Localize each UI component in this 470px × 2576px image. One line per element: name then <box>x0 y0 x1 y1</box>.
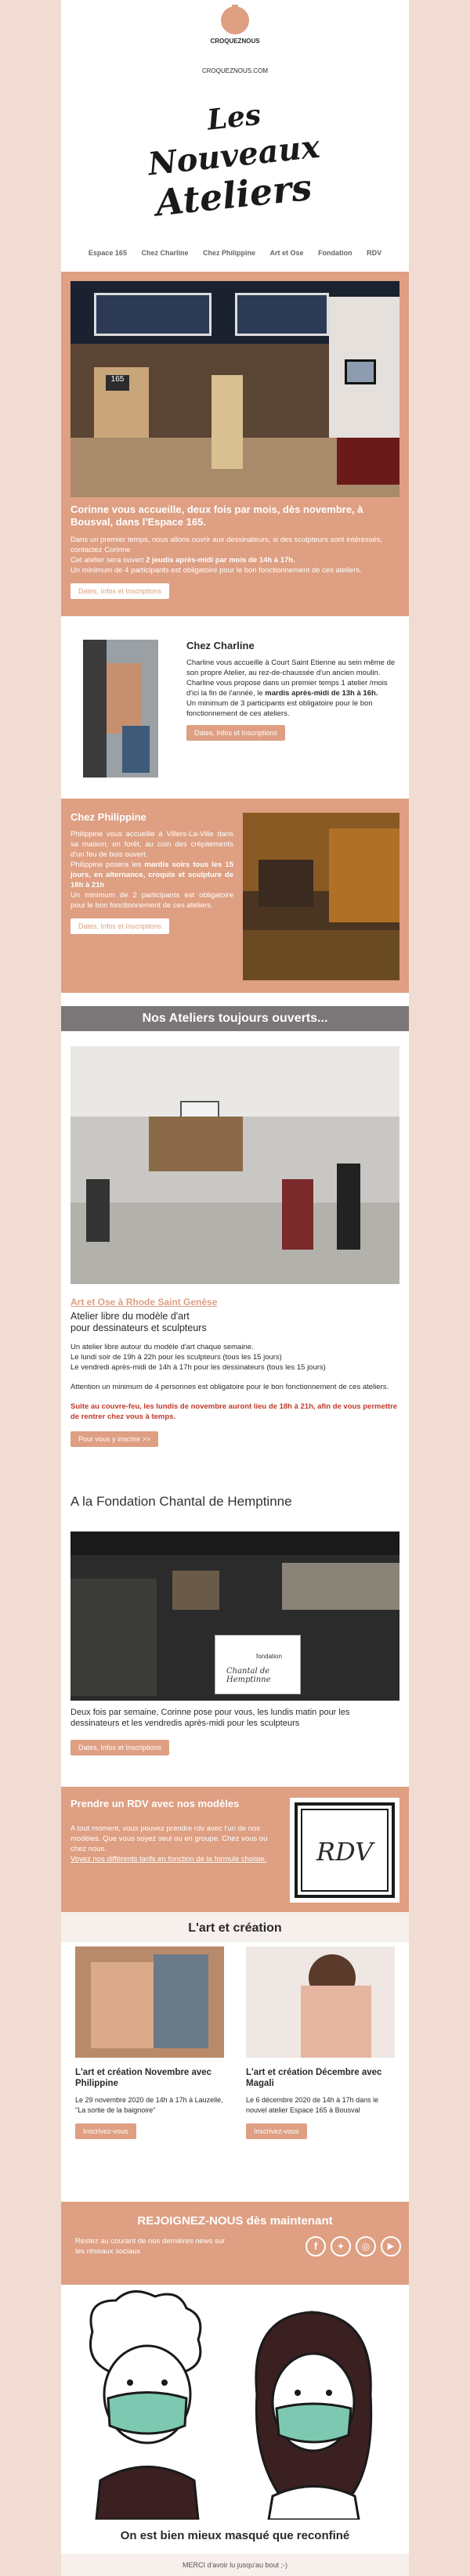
philippine-photo <box>243 813 400 980</box>
artose-p4: Attention un minimum de 4 personnes est obligatoire pour le bon fonctionnement de ces ateliers. <box>70 1383 389 1391</box>
headline-art <box>61 94 409 227</box>
nav-fondation[interactable]: Fondation <box>318 249 352 257</box>
artose-p1: Un atelier libre autour du modèle d'art chaque semaine. <box>70 1343 254 1351</box>
nav-philippine[interactable]: Chez Philippine <box>203 249 256 257</box>
footer <box>61 2523 409 2576</box>
philippine-p1: Philippine vous accueille à Villers-La-Ville dans sa maison, en forêt, au coin des crépitements d'un feu de bois ouvert. <box>70 830 233 859</box>
masked-faces-illustration <box>61 2285 409 2520</box>
charline-button[interactable]: Dates, Infos et Inscriptions <box>186 725 285 741</box>
philippine-section: Chez Philippine Philippine vous accueille à Villers-La-Ville dans sa maison, en forêt, au coin des crépitements d'un feu de bois ouvert. Philippine posera les mardis soirs tous les 15 jours, en alternance, croquis et sculpture de 18h à 21h Un minimum de 2 participants est obligatoire pour le bon fonctionnement de ces ateliers. Dates, Infos et Inscriptions <box>61 799 409 993</box>
charline-section: Chez Charline Charline vous accueille à Court Saint Etienne au sein même de son propre Atelier, au rez-de-chaussée d'un ancien moulin. Charline vous propose dans un premier temps 1 atelier /mois d'ici la fin de l'année, le mardis après-midi de 13h à 16h. Un minimum de 3 participants est obligatoire pour le bon fonctionnement de ces ateliers. Dates, Infos et Inscriptions <box>61 632 409 788</box>
nav-charline[interactable]: Chez Charline <box>141 249 189 257</box>
open-banner: Nos Ateliers toujours ouverts... <box>61 1006 409 1031</box>
card-2-button[interactable]: Inscrivez-vous <box>246 2123 307 2139</box>
espace165-p3: Un minimum de 4 participants est obligatoire pour le bon fonctionnement de ces ateliers. <box>70 566 362 575</box>
espace165-button[interactable]: Dates, Infos et Inscriptions <box>70 583 169 599</box>
masks-illustration <box>61 2285 409 2520</box>
artcreation-card-1 <box>75 1946 224 2139</box>
rdv-badge-text: RDV <box>301 1809 389 1892</box>
svg-text:Ateliers: Ateliers <box>154 165 314 225</box>
charline-title: Chez Charline <box>186 640 255 651</box>
rdv-badge <box>290 1798 400 1903</box>
nav-espace165[interactable]: Espace 165 <box>88 249 127 257</box>
footer-thanks: MERCI d'avoir lu jusqu'au bout ;-) <box>61 2554 409 2576</box>
artose-p3: Le vendredi après-midi de 14h à 17h pour les dessinateurs (tous les 15 jours) <box>70 1363 326 1372</box>
card-1-title: L'art et création Novembre avec Philippine <box>75 2068 212 2088</box>
les-nouveaux-ateliers-lettering <box>61 94 409 227</box>
espace165-title: Corinne vous accueille, deux fois par mois, dès novembre, à Bousval, dans l'Espace 165. <box>70 503 363 528</box>
card-2-text: Le 6 décembre 2020 de 14h à 17h dans le nouvel atelier Espace 165 à Bousval <box>246 2096 379 2114</box>
espace165-section: 165 Corinne vous accueille, deux fois par mois, dès novembre, à Bousval, dans l'Espace 165. Dans un premier temps, nous allons ouvrir aux dessinateurs, si des sculpteurs sont intéressés, contactez Corinne Cet atelier sera ouvert 2 jeudis après-midi par mois de 14h à 17h. Un minimum de 4 participants est obligatoire pour le bon fonctionnement de ces ateliers. Dates, Infos et Inscriptions <box>61 272 409 616</box>
fondation-title: A la Fondation Chantal de Hemptinne <box>70 1494 292 1509</box>
philippine-button[interactable]: Dates, Infos et Inscriptions <box>70 918 169 934</box>
artose-p2: Le lundi soir de 19h à 22h pour les sculpteurs (tous les 15 jours) <box>70 1353 282 1362</box>
card-2-title: L'art et création Décembre avec Magali <box>246 2068 382 2088</box>
artose-button[interactable]: Pour vous y inscrire >> <box>70 1431 158 1447</box>
fondation-photo <box>70 1532 400 1701</box>
artose-photo <box>70 1046 400 1284</box>
artose-link[interactable]: Art et Ose à Rhode Saint Genèse <box>70 1297 218 1308</box>
facebook-icon[interactable]: f <box>306 2236 326 2257</box>
youtube-icon[interactable]: ▶ <box>381 2236 401 2257</box>
join-text: Restez au courant de nos dernières news sur les réseaux sociaux <box>75 2237 226 2256</box>
espace165-photo: 165 <box>70 281 400 497</box>
social-icons <box>306 2236 401 2257</box>
top-nav <box>61 249 409 265</box>
artcreation-card-2 <box>246 1946 395 2139</box>
charline-p3: Un minimum de 3 participants est obligatoire pour le bon fonctionnement de ces ateliers. <box>186 699 373 718</box>
svg-text:Nouveaux: Nouveaux <box>146 128 322 183</box>
charline-p1: Charline vous accueille à Court Saint Etienne au sein même de son propre Atelier, au rez-de-chaussée d'un ancien moulin. <box>186 658 396 677</box>
artcreation-title: L'art et création <box>188 1921 282 1935</box>
philippine-p3: Un minimum de 2 participants est obligatoire pour le bon fonctionnement de ces ateliers. <box>70 891 233 910</box>
logo-text: CROQUEZNOUS <box>210 38 260 45</box>
fondation-section <box>61 1494 409 1788</box>
rdv-title: Prendre un RDV avec nos modèles <box>70 1798 240 1809</box>
site-link[interactable]: CROQUEZNOUS.COM <box>202 67 268 74</box>
rdv-p1: A tout moment, vous pouvez prendre rdv avec l'un de nos modèles. Que vous soyez seul ou en groupe. Chez vous ou chez nous. <box>70 1824 268 1853</box>
charline-photo <box>83 640 158 777</box>
card-2-photo <box>246 1946 395 2058</box>
join-section <box>61 2202 409 2285</box>
rdv-section <box>61 1787 409 1912</box>
card-1-photo <box>75 1946 224 2058</box>
artose-section <box>61 1041 409 1488</box>
nav-rdv[interactable]: RDV <box>367 249 382 257</box>
logo[interactable] <box>205 6 265 50</box>
instagram-icon[interactable]: ◎ <box>356 2236 376 2257</box>
newsletter <box>61 0 409 2576</box>
artose-subtitle: Atelier libre du modèle d'art pour dessinateurs et sculpteurs <box>70 1311 207 1333</box>
espace165-p1: Dans un premier temps, nous allons ouvrir aux dessinateurs, si des sculpteurs sont intéressés, contactez Corinne <box>70 536 383 554</box>
artose-warning: Suite au couvre-feu, les lundis de novembre auront lieu de 18h à 21h, afin de vous permettre de rentrer chez vous à temps. <box>70 1402 398 1421</box>
fondation-button[interactable]: Dates, Infos et Inscriptions <box>70 1740 169 1755</box>
join-title: REJOIGNEZ-NOUS dès maintenant <box>137 2214 333 2228</box>
fondation-sign: fondation Chantal de Hemptinne <box>215 1635 301 1694</box>
footer-headline: On est bien mieux masqué que reconfiné <box>120 2529 350 2542</box>
twitter-icon[interactable]: ✦ <box>331 2236 351 2257</box>
fondation-p1: Deux fois par semaine, Corinne pose pour vous, les lundis matin pour les dessinateurs et les vendredis après-midi pour les sculpteurs <box>70 1708 350 1728</box>
card-1-text: Le 29 novembre 2020 de 14h à 17h à Lauzelle, "La sortie de la baignoire" <box>75 2096 223 2114</box>
card-1-button[interactable]: Inscrivez-vous <box>75 2123 136 2139</box>
svg-text:Les: Les <box>205 98 262 137</box>
artcreation-section <box>61 1912 409 2198</box>
nav-artose[interactable]: Art et Ose <box>269 249 304 257</box>
header <box>61 0 409 78</box>
philippine-title: Chez Philippine <box>70 811 146 823</box>
rdv-tarifs-link[interactable]: Voyez nos différents tarifs en fonction de la formule choisie. <box>70 1855 267 1863</box>
